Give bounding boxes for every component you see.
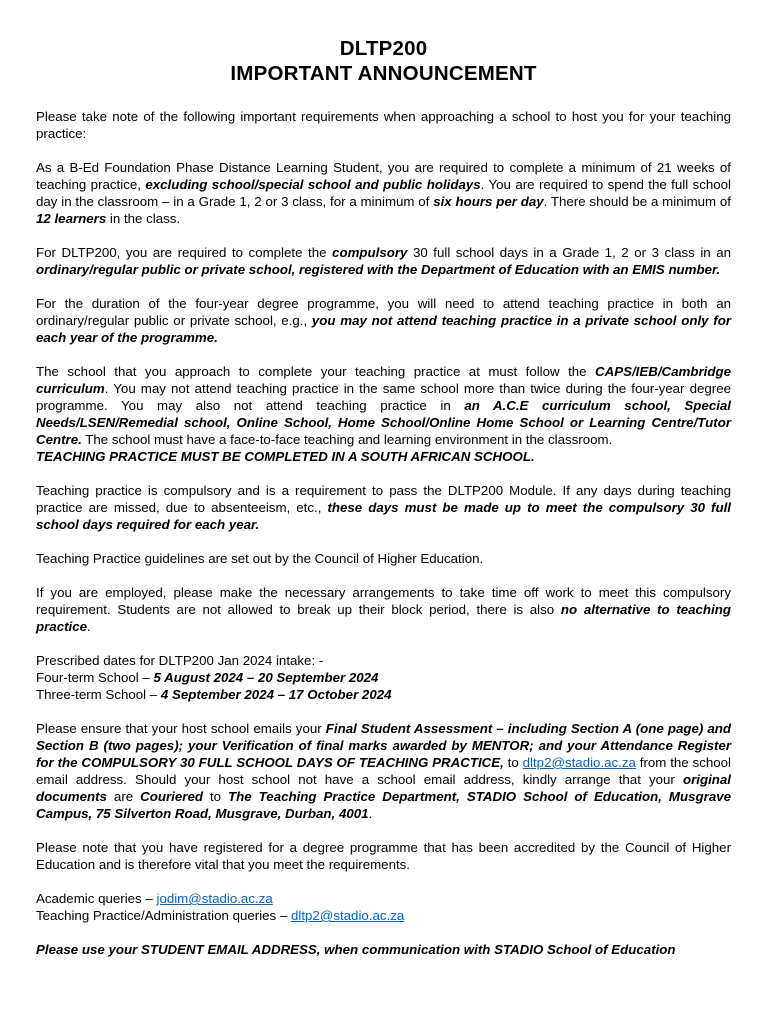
academic-queries xyxy=(36,890,731,907)
text-run: . xyxy=(87,619,91,634)
text-run: in the class. xyxy=(106,211,181,226)
announcement-document xyxy=(36,36,731,958)
text-run: Teaching Practice/Administration queries – xyxy=(36,908,291,923)
dltp2-email-link[interactable]: dltp2@stadio.ac.za xyxy=(522,755,636,770)
emphasis-run: 5 August 2024 – 20 September 2024 xyxy=(153,670,379,685)
document-title xyxy=(36,36,731,86)
text-run: 30 full school days in a Grade 1, 2 or 3 class in an xyxy=(407,245,731,260)
text-run: As a B-Ed Foundation Phase Distance Learning Student, you are required to complete a minimum of 21 weeks of teaching practice, xyxy=(36,160,731,192)
weeks-requirement-paragraph xyxy=(36,159,731,227)
emphasis-run: TEACHING PRACTICE MUST BE COMPLETED IN A SOUTH AFRICAN SCHOOL. xyxy=(36,449,535,464)
title-line-2: IMPORTANT ANNOUNCEMENT xyxy=(230,62,537,85)
accreditation-paragraph: Please note that you have registered for a degree programme that has been accredited by the Council of Higher Education and is therefore vital that you meet the requirements. xyxy=(36,840,731,872)
text-run: For DLTP200, you are required to complete the xyxy=(36,245,333,260)
text-run: Academic queries – xyxy=(36,891,157,906)
emphasis-run: The Teaching Practice Department, STADIO School of Education, Musgrave Campus, 75 Silverton Road, Musgrave, Durban, 4001 xyxy=(36,789,732,821)
text-run: Four-term School – xyxy=(36,670,154,685)
emphasis-run: no alternative to teaching practice xyxy=(36,602,731,634)
prescribed-dates xyxy=(36,652,731,703)
emphasis-run: six hours per day xyxy=(433,194,544,209)
contact-details xyxy=(36,890,731,924)
text-run: Please ensure that your host school emails your xyxy=(36,721,326,736)
text-run: to xyxy=(503,755,523,770)
emphasis-run: Couriered xyxy=(140,789,203,804)
three-term-dates xyxy=(36,686,731,703)
programme-duration-paragraph xyxy=(36,295,731,346)
text-run: to xyxy=(202,789,229,804)
student-email-note: Please use your STUDENT EMAIL ADDRESS, when communication with STADIO School of Education xyxy=(36,942,676,957)
intro-paragraph: Please take note of the following important requirements when approaching a school to host you for your teaching practice: xyxy=(36,109,731,141)
emphasis-run: you may not attend teaching practice in a private school only for each year of the programme. xyxy=(36,313,731,345)
text-run: are xyxy=(106,789,141,804)
text-run: For the duration of the four-year degree programme, you will need to attend teaching practice in both an ordinary/regular public or private school, e.g., xyxy=(36,296,731,328)
text-run: . You are required to spend the full school day in the classroom – in a Grade 1, 2 or 3 class, for a minimum of xyxy=(36,177,731,209)
compulsory-paragraph xyxy=(36,482,731,533)
text-run: . You may not attend teaching practice in the same school more than twice during the four-year degree programme. You may also not attend teaching practice in xyxy=(36,381,731,413)
emphasis-run: CAPS/IEB/Cambridge curriculum xyxy=(36,364,731,396)
four-term-dates xyxy=(36,669,731,686)
emphasis-run: 4 September 2024 – 17 October 2024 xyxy=(160,687,392,702)
title-line-1: DLTP200 xyxy=(339,37,428,60)
text-run: from the school email address. Should your host school not have a school email address, kindly arrange that your xyxy=(36,755,731,787)
emphasis-run: compulsory xyxy=(332,245,408,260)
emphasis-run: an A.C.E curriculum school, Special Needs/LSEN/Remedial school, Online School, Home School/Online Home School or Learning Centre/Tutor Centre. xyxy=(36,398,731,447)
text-run: The school must have a face-to-face teaching and learning environment in the classroom. xyxy=(81,432,613,447)
text-run: . xyxy=(368,806,373,821)
days-requirement-paragraph xyxy=(36,244,731,278)
emphasis-run: excluding school/special school and public holidays xyxy=(145,177,481,192)
text-run: Three-term School – xyxy=(36,687,161,702)
dates-intro: Prescribed dates for DLTP200 Jan 2024 intake: - xyxy=(36,653,324,668)
emphasis-run: 12 learners xyxy=(36,211,107,226)
curriculum-paragraph xyxy=(36,363,731,465)
submission-paragraph xyxy=(36,720,731,822)
emphasis-run: these days must be made up to meet the compulsory 30 full school days required for each year. xyxy=(36,500,731,532)
employment-paragraph xyxy=(36,584,731,635)
guidelines-paragraph: Teaching Practice guidelines are set out by the Council of Higher Education. xyxy=(36,551,484,566)
emphasis-run: ordinary/regular public or private school, registered with the Department of Education with an EMIS number. xyxy=(36,262,721,277)
tp-admin-email-link[interactable]: dltp2@stadio.ac.za xyxy=(290,908,405,923)
emphasis-run: Final Student Assessment – including Section A (one page) and Section B (two pages); your Verification of final marks awarded by MENTOR; and your Attendance Register for the COMPULSORY 30 FULL SCHOOL DAYS OF TEACHING PRACTICE, xyxy=(36,721,731,770)
tp-admin-queries xyxy=(36,907,731,924)
academic-email-link[interactable]: jodim@stadio.ac.za xyxy=(156,891,273,906)
text-run: . There should be a minimum of xyxy=(543,194,732,209)
text-run: The school that you approach to complete your teaching practice at must follow the xyxy=(36,364,596,379)
text-run: Teaching practice is compulsory and is a requirement to pass the DLTP200 Module. If any days during teaching practice are missed, due to absenteeism, etc., xyxy=(36,483,731,515)
text-run: If you are employed, please make the necessary arrangements to take time off work to meet this compulsory requirement. Students are not allowed to break up their block period, there is also xyxy=(36,585,731,617)
emphasis-run: original documents xyxy=(36,772,731,804)
